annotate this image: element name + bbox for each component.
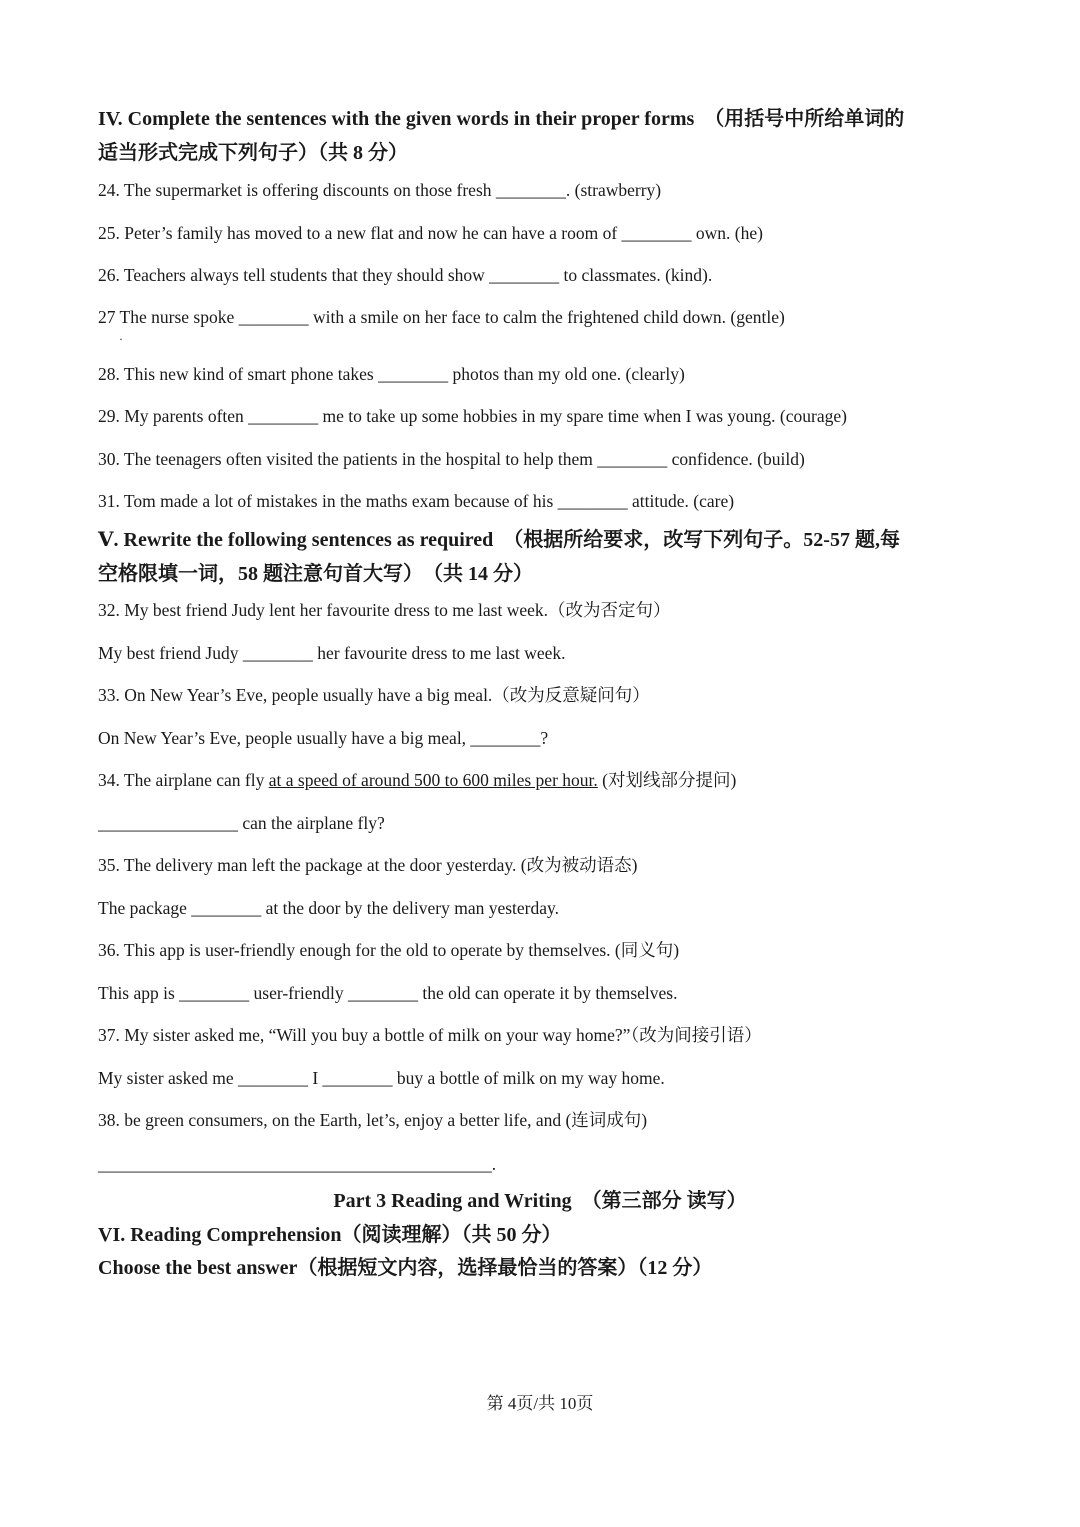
- question-26: 26. Teachers always tell students that they should show ________ to classmates. (kind).: [98, 265, 713, 285]
- answer-line-32: My best friend Judy ________ her favourite dress to me last week.: [98, 643, 566, 663]
- question-36: 36. This app is user-friendly enough for the old to operate by themselves. (同义句): [98, 940, 680, 960]
- section4-title-line1: IV. Complete the sentences with the given words in their proper forms （用括号中所给单词的: [98, 108, 905, 130]
- answer-line-34: ________________ can the airplane fly?: [98, 813, 385, 833]
- answer-line-36: This app is ________ user-friendly ________ the old can operate it by themselves.: [98, 983, 678, 1003]
- section6-instruction: Choose the best answer（根据短文内容，选择最恰当的答案）（12 分）: [98, 1257, 713, 1279]
- part3-title: Part 3 Reading and Writing （第三部分 读写）: [333, 1190, 747, 1212]
- question-30: 30. The teenagers often visited the patients in the hospital to help them ________ confidence. (build): [98, 449, 805, 469]
- question-34-underlined: at a speed of around 500 to 600 miles per hour.: [268, 770, 598, 790]
- question-28: 28. This new kind of smart phone takes ________ photos than my old one. (clearly): [98, 364, 685, 384]
- question-29: 29. My parents often ________ me to take up some hobbies in my spare time when I was young. (courage): [98, 406, 847, 426]
- question-24: 24. The supermarket is offering discounts on those fresh ________. (strawberry): [98, 180, 662, 200]
- section5-title-line2: 空格限填一词，58 题注意句首大写） （共 14 分）: [98, 563, 533, 585]
- answer-line-37: My sister asked me ________ I ________ buy a bottle of milk on my way home.: [98, 1068, 665, 1088]
- question-32: 32. My best friend Judy lent her favourite dress to me last week.（改为否定句）: [98, 600, 671, 620]
- section6-title: VI. Reading Comprehension（阅读理解）（共 50 分）: [98, 1224, 562, 1246]
- answer-line-38: _____________________________________________.: [98, 1154, 497, 1174]
- question-31: 31. Tom made a lot of mistakes in the maths exam because of his ________ attitude. (care): [98, 491, 735, 511]
- page-number: 第 4页/共 10页: [486, 1394, 594, 1413]
- question-33: 33. On New Year’s Eve, people usually have a big meal.（改为反意疑问句）: [98, 685, 650, 705]
- question-37: 37. My sister asked me, “Will you buy a bottle of milk on your way home?”（改为间接引语）: [98, 1025, 762, 1045]
- question-35: 35. The delivery man left the package at the door yesterday. (改为被动语态): [98, 855, 638, 875]
- question-38: 38. be green consumers, on the Earth, let’s, enjoy a better life, and (连词成句): [98, 1110, 648, 1130]
- question-34: [98, 772, 736, 790]
- section5-title-line1: Ⅴ. Rewrite the following sentences as required （根据所给要求，改写下列句子。52-57 题,每: [98, 529, 900, 551]
- answer-line-35: The package ________ at the door by the delivery man yesterday.: [98, 898, 559, 918]
- question-27: 27 The nurse spoke ________ with a smile on her face to calm the frightened child down. (gentle): [98, 307, 785, 327]
- question-34-instruction: (对划线部分提问): [597, 770, 737, 790]
- section4-title-line2: 适当形式完成下列句子）（共 8 分）: [98, 142, 408, 164]
- question-34-text: 34. The airplane can fly: [98, 770, 269, 790]
- question-25: 25. Peter’s family has moved to a new flat and now he can have a room of ________ own. (he): [98, 223, 763, 243]
- stray-dot: ·: [119, 332, 123, 346]
- answer-line-33: On New Year’s Eve, people usually have a big meal, ________?: [98, 728, 549, 748]
